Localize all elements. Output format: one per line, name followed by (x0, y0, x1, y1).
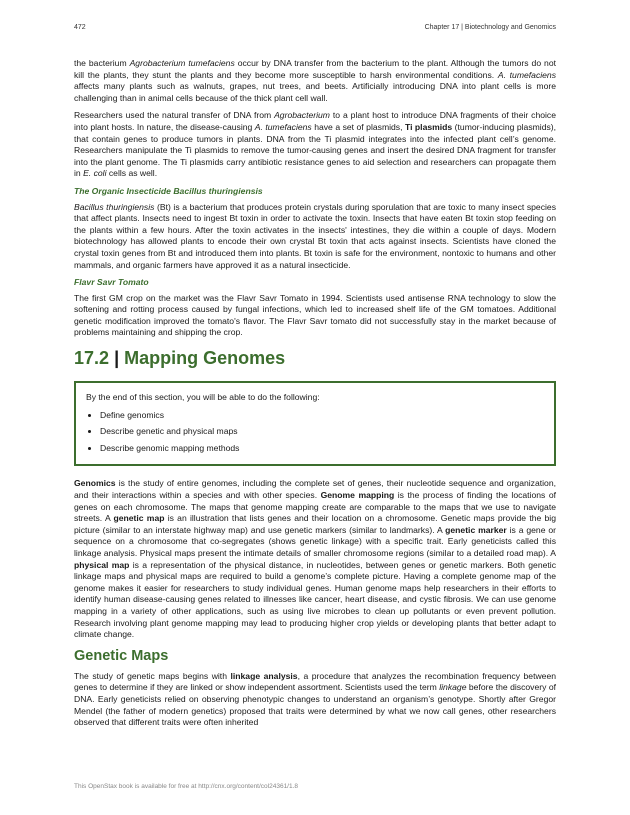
objectives-intro: By the end of this section, you will be able to do the following: (86, 392, 320, 403)
text-run: is a gene or sequence on a chromosome that co-segregates (shows genetic linkage) with a specific trait. Early geneticists called this linkage analysis. Physical maps present the intimate details of smaller chromosome regions (similar to a detailed road map). A (74, 524, 556, 558)
italic-term: A. tumefaciens (497, 69, 557, 80)
text-run: cells as well. (106, 168, 158, 179)
subsection-heading-genetic-maps: Genetic Maps (74, 647, 169, 664)
section-separator: | (114, 348, 120, 369)
italic-term: Bacillus thuringiensis (74, 201, 155, 212)
objectives-list (86, 410, 544, 455)
key-term: Genome mapping (320, 490, 395, 501)
text-run: have a set of plasmids, (311, 121, 405, 132)
section-title: Mapping Genomes (124, 348, 286, 369)
section-number: 17.2 (74, 348, 110, 369)
key-term: genetic marker (445, 524, 507, 535)
paragraph-genomics (74, 478, 556, 640)
chapter-title: Chapter 17 | Biotechnology and Genomics (424, 24, 556, 31)
key-term: linkage analysis (230, 670, 298, 681)
italic-term: Agrobacterium (274, 110, 330, 121)
text-run: (Bt) is a bacterium that produces protein crystals during sporulation that are toxic to many insect species that affect plants. Insects need to ingest Bt toxin in order to activate the toxin. Insects that have eaten Bt toxin stop feeding on the plants within a few hours. After the toxin activates in the insects' intestines, they die within a couple of days. Modern biotechnology has allowed plants to encode their own crystal Bt toxin that acts against insects. Scientists have cloned the crystal toxin genes from Bt and introduced them into plants. Bt toxin is safe for the environment, nontoxic to humans and other mammals, and organic farmers have approved it as a natural insecticide. (74, 201, 556, 270)
learning-objectives-box (74, 381, 556, 466)
text-run: Researchers used the natural transfer of DNA from (74, 110, 275, 121)
text-run: to a plant host to introduce DNA fragments of their choice into plant hosts. In nature, the disease-causing (74, 110, 556, 132)
paragraph-agrobacterium (74, 58, 556, 104)
objective-item: • Describe genetic and physical maps (100, 426, 544, 438)
text-run: affects many plants such as walnuts, grapes, nut trees, and beets. Artificially introducing DNA into plant cells is more challenging than in animal cells because of the thick plant cell wall. (74, 81, 556, 103)
subheading-bt: The Organic Insecticide Bacillus thuringiensis (74, 185, 263, 196)
text-run: (tumor-inducing plasmids), that contain genes to produce tumors in plants. DNA from the Ti plasmid integrates into the infected plant cell’s genome. Researchers manipulate the Ti plasmids to remove the tumor-causing genes and insert the desired DNA fragment for transfer into the plant genome. The Ti plasmids carry antibiotic resistance genes to aid selection and researchers can propagate them in (74, 121, 557, 179)
key-term: genetic map (113, 513, 165, 524)
text-run: is an illustration that lists genes and their location on a chromosome. Genetic maps provide the big picture (similar to an interstate highway map) and use genetic markers (similar to landmarks). A (74, 513, 556, 535)
subheading-flavr-savr: Flavr Savr Tomato (74, 277, 149, 288)
italic-term: A. tumefaciens (254, 121, 312, 132)
paragraph-linkage-analysis (74, 671, 556, 729)
text-run: occur by DNA transfer from the bacterium to the plant. Although the tumors do not kill the plants, they stunt the plants and they become more susceptible to harsh environmental conditions. (74, 58, 556, 80)
page-number: 472 (74, 24, 86, 31)
text-run: The study of genetic maps begins with (74, 670, 231, 681)
objective-item: • Describe genomic mapping methods (100, 443, 544, 455)
page-content (74, 58, 556, 735)
paragraph-ti-plasmids (74, 110, 556, 180)
text-run: the bacterium (74, 58, 130, 68)
text-run: before the discovery of DNA. Early geneticists relied on observing phenotypic changes to understand an organism’s genotype. Shortly after Gregor Mendel (the father of modern genetics) proposed that traits were determined by what we now call genes, other researchers observed that different traits were often inherited (74, 682, 556, 728)
key-term: physical map (74, 559, 130, 570)
key-term: Ti plasmids (404, 121, 453, 132)
italic-term: E. coli (83, 168, 107, 179)
section-heading (74, 347, 556, 369)
page-footer: This OpenStax book is available for free at http://cnx.org/content/col24361/1.8 (74, 783, 299, 790)
paragraph-flavr-savr: The first GM crop on the market was the Flavr Savr Tomato in 1994. Scientists used antisense RNA technology to slow the softening and rotting process caused by fungal infections, which led to increased shelf life of the GM tomatoes. Additional genetic modification improved the tomato's flavor. The Flavr Savr tomato did not successfully stay in the market because of problems maintaining and shipping the crop. (74, 292, 556, 338)
paragraph-bt (74, 202, 556, 272)
objective-item: • Define genomics (100, 410, 544, 422)
text-run: is a representation of the physical distance, in nucleotides, between genes or genetic markers. Both genetic linkage maps and physical maps are required to build a genome’s complete picture. Having a complete genome map of the genome makes it easier for researchers to study individual genes. Human genome maps help researchers in their efforts to identify human disease-causing genes related to illnesses like cancer, heart disease, and cystic fibrosis. We can use genome mapping in a variety of other applications, such as using live microbes to clean up pollutants or even prevent pollution. Research involving plant genome mapping may lead to producing higher crop yields or developing plants that better adapt to climate change. (74, 559, 556, 640)
text-run: , a procedure that analyzes the recombination frequency between genes to determine if they are linked or show independent assortment. Scientists used the term (74, 670, 557, 693)
text-run: is the study of entire genomes, including the complete set of genes, their nucleotide sequence and organization, and their interactions within a species and with other species. (74, 478, 556, 501)
key-term: Genomics (74, 478, 116, 489)
text-run: is the process of finding the locations of genes on each chromosome. The maps that genome mapping create are comparable to the maps that we use to navigate streets. A (74, 490, 556, 524)
italic-term: Agrobacterium tumefaciens (129, 58, 235, 68)
italic-term: linkage (439, 682, 467, 693)
